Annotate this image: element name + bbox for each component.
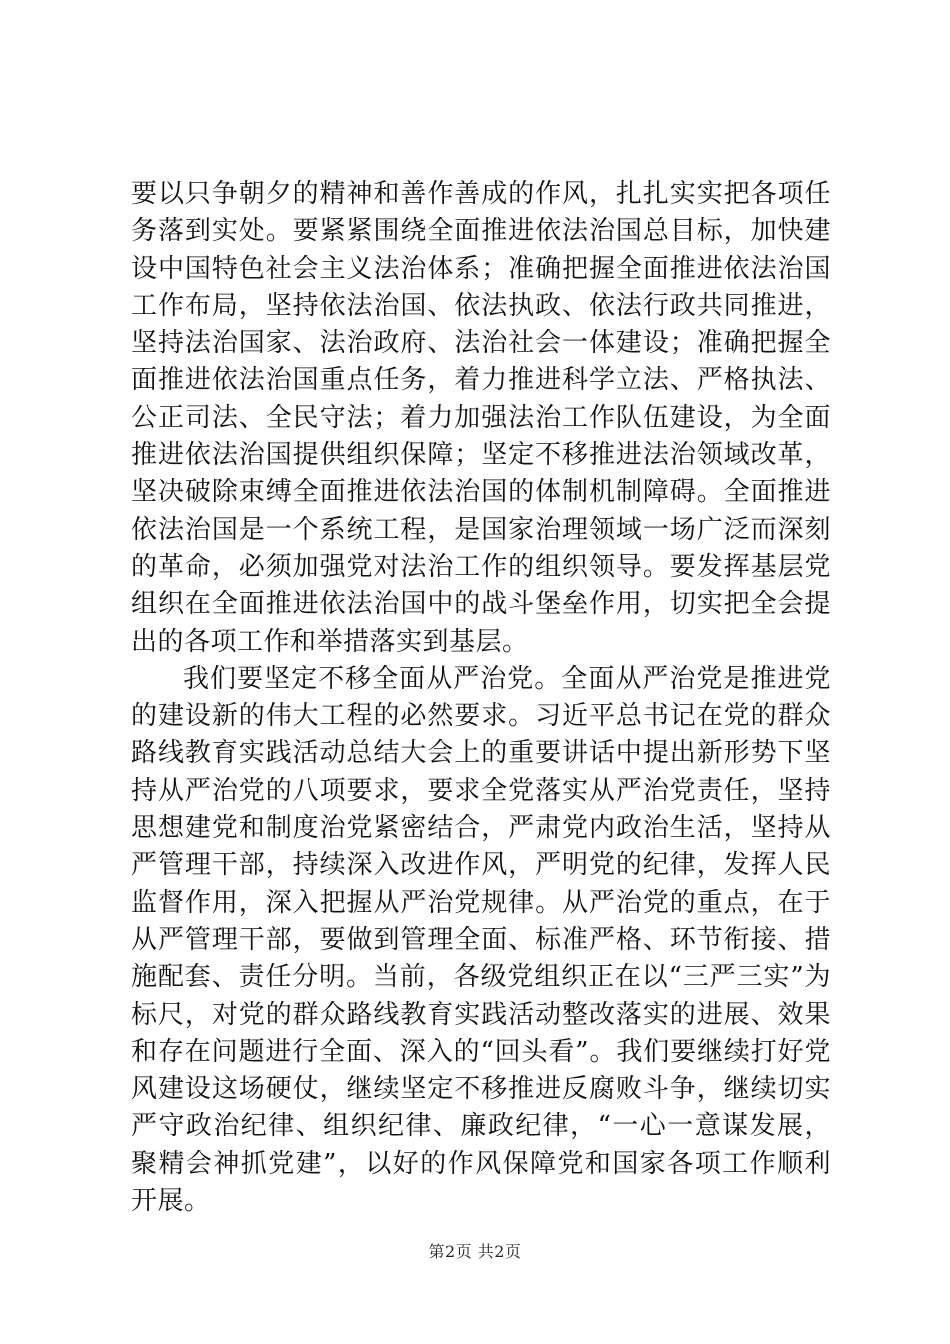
document-body [131,176,831,1220]
paragraph-2: 我们要坚定不移全面从严治党。全面从严治党是推进党的建设新的伟大工程的必然要求。习近平总书记在党的群众路线教育实践活动总结大会上的重要讲话中提出新形势下坚持从严治党的八项要求，要求全党落实从严治党责任，坚持思想建党和制度治党紧密结合，严肃党内政治生活，坚持从严管理干部，持续深入改进作风，严明党的纪律，发挥人民监督作用，深入把握从严治党规律。从严治党的重点，在于从严管理干部，要做到管理全面、标准严格、环节衔接、措施配套、责任分明。当前，各级党组织正在以“三严三实”为标尺，对党的群众路线教育实践活动整改落实的进展、效果和存在问题进行全面、深入的“回头看”。我们要继续打好党风建设这场硬仗，继续坚定不移推进反腐败斗争，继续切实严守政治纪律、组织纪律、廉政纪律，“一心一意谋发展，聚精会神抓党建”，以好的作风保障党和国家各项工作顺利开展。 [131,663,831,1217]
paragraph-1: 要以只争朝夕的精神和善作善成的作风，扎扎实实把各项任务落到实处。要紧紧围绕全面推进依法治国总目标，加快建设中国特色社会主义法治体系；准确把握全面推进依法治国工作布局，坚持依法治国、依法执政、依法行政共同推进，坚持法治国家、法治政府、法治社会一体建设；准确把握全面推进依法治国重点任务，着力推进科学立法、严格执法、公正司法、全民守法；着力加强法治工作队伍建设，为全面推进依法治国提供组织保障；坚定不移推进法治领域改革，坚决破除束缚全面推进依法治国的体制机制障碍。全面推进依法治国是一个系统工程，是国家治理领域一场广泛而深刻的革命，必须加强党对法治工作的组织领导。要发挥基层党组织在全面推进依法治国中的战斗堡垒作用，切实把全会提出的各项工作和举措落实到基层。 [131,179,831,657]
page-footer: 第2页 共2页 [428,1242,522,1261]
